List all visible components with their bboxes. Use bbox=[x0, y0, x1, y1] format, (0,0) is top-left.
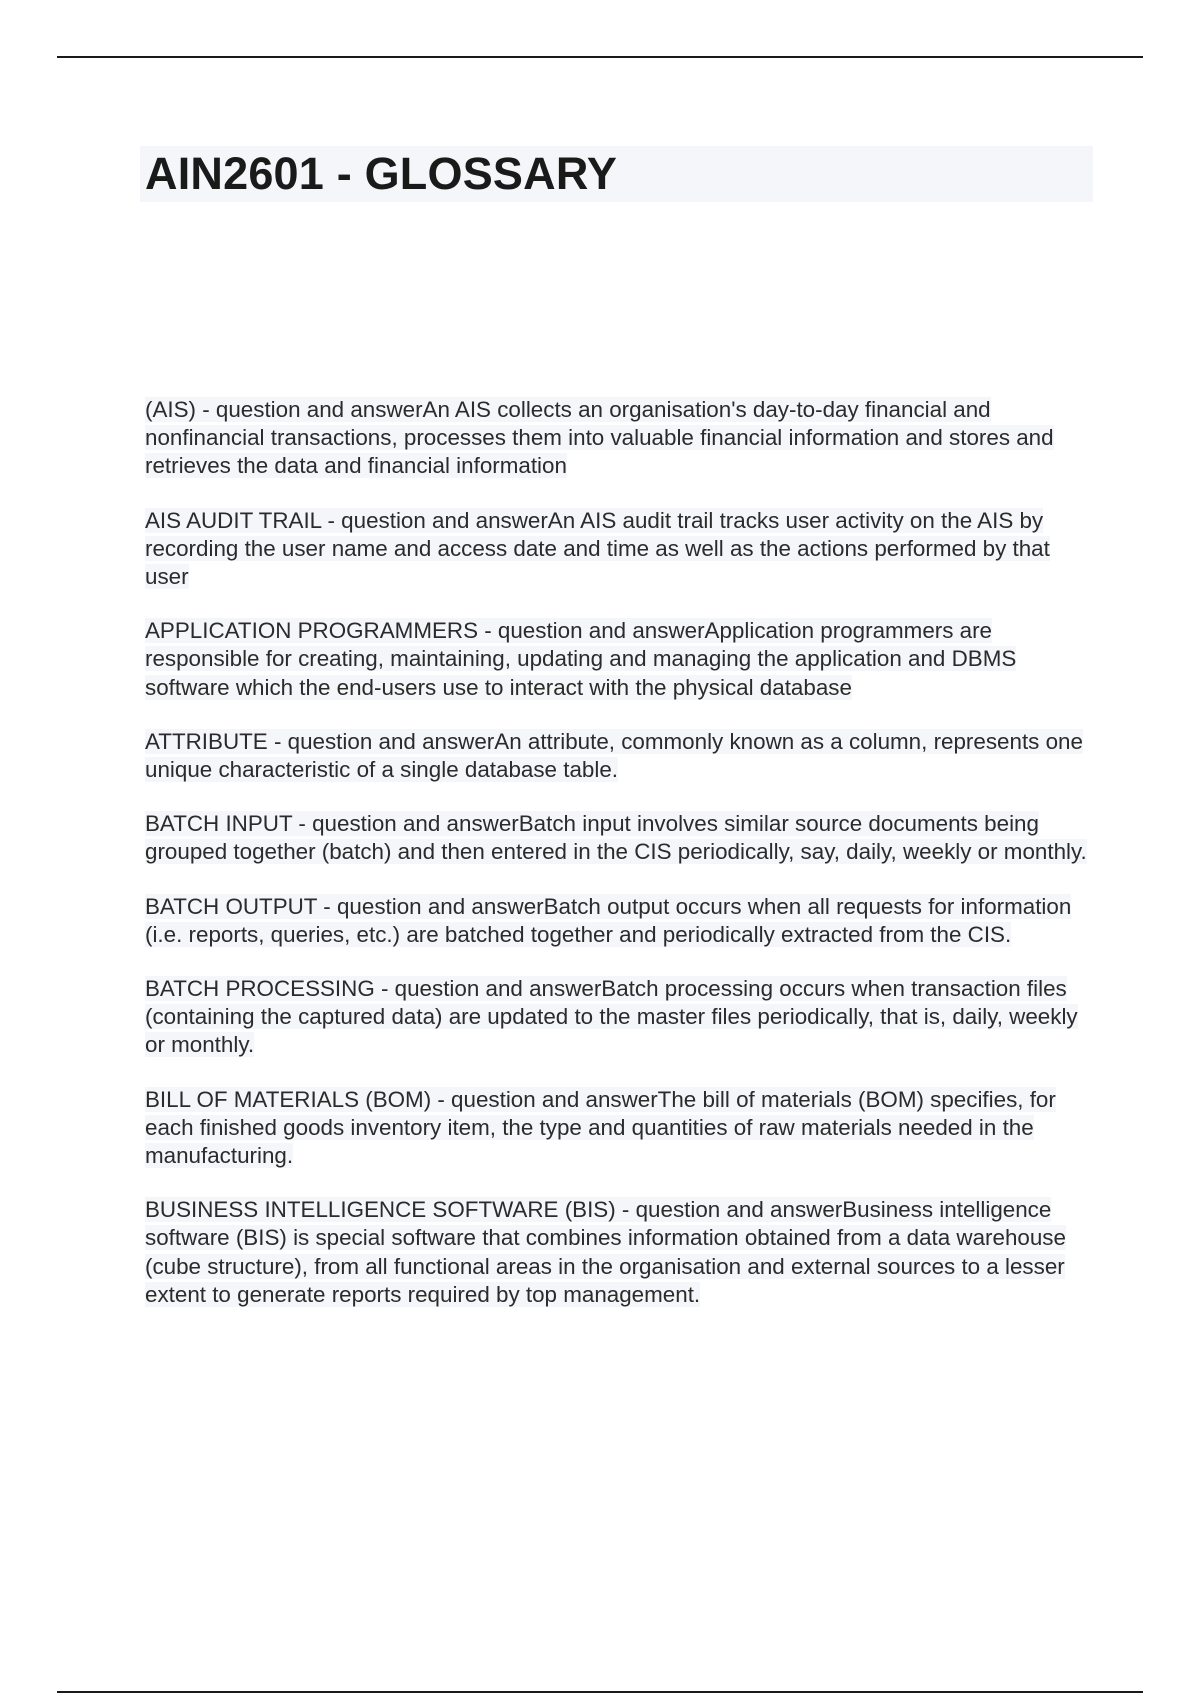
glossary-entry-batch-processing bbox=[145, 975, 1095, 1060]
entry-text: APPLICATION PROGRAMMERS - question and answerApplication programmers are responsible for creating, maintaining, updating and managing the application and DBMS software which the end-users use to interact with the physical database bbox=[145, 618, 1017, 700]
glossary-entry-batch-output bbox=[145, 893, 1095, 949]
glossary-entry-ais bbox=[145, 396, 1095, 481]
entry-text: BATCH PROCESSING - question and answerBatch processing occurs when transaction files (containing the captured data) are updated to the master files periodically, that is, daily, weekly or monthly. bbox=[145, 976, 1078, 1058]
top-rule bbox=[57, 56, 1143, 58]
glossary-entry-bill-of-materials bbox=[145, 1086, 1095, 1171]
bottom-rule bbox=[57, 1691, 1143, 1693]
glossary-list bbox=[145, 396, 1095, 1335]
glossary-entry-attribute bbox=[145, 728, 1095, 784]
entry-text: AIS AUDIT TRAIL - question and answerAn AIS audit trail tracks user activity on the AIS by recording the user name and access date and time as well as the actions performed by that user bbox=[145, 507, 1050, 590]
entry-text: BATCH INPUT - question and answerBatch input involves similar source documents being grouped together (batch) and then entered in the CIS periodically, say, daily, weekly or monthly. bbox=[145, 811, 1087, 865]
entry-text: BATCH OUTPUT - question and answerBatch output occurs when all requests for information (i.e. reports, queries, etc.) are batched together and periodically extracted from the CIS. bbox=[145, 893, 1072, 947]
glossary-entry-ais-audit-trail bbox=[145, 507, 1095, 592]
glossary-entry-business-intelligence-software bbox=[145, 1196, 1095, 1309]
entry-text: BILL OF MATERIALS (BOM) - question and answerThe bill of materials (BOM) specifies, for each finished goods inventory item, the type and quantities of raw materials needed in the manufacturing. bbox=[145, 1086, 1056, 1169]
entry-text: ATTRIBUTE - question and answerAn attribute, commonly known as a column, represents one unique characteristic of a single database table. bbox=[145, 728, 1083, 783]
entry-text: BUSINESS INTELLIGENCE SOFTWARE (BIS) - question and answerBusiness intelligence software (BIS) is special software that combines information obtained from a data warehouse (cube structure), from all functional areas in the organisation and external sources to a lesser extent to generate reports required by top management. bbox=[145, 1197, 1066, 1307]
glossary-entry-batch-input bbox=[145, 810, 1095, 866]
glossary-entry-application-programmers bbox=[145, 617, 1095, 702]
entry-text: (AIS) - question and answerAn AIS collects an organisation's day-to-day financial and nonfinancial transactions, processes them into valuable financial information and stores and retrieves the data and financial information bbox=[145, 397, 1054, 479]
page-title: AIN2601 - GLOSSARY bbox=[145, 148, 618, 199]
